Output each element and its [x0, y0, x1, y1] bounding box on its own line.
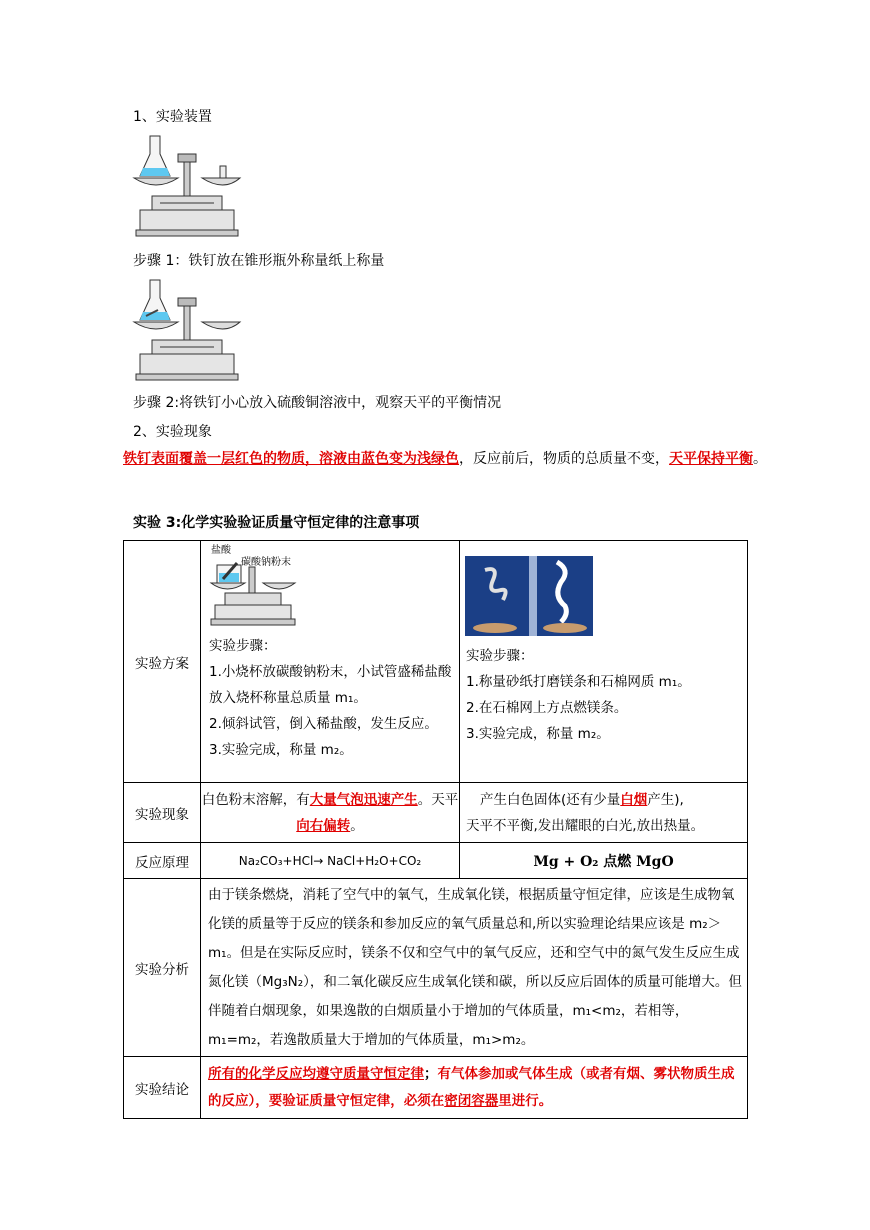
phenomenon-paragraph	[123, 446, 806, 473]
conclusion-sep: ；	[424, 1065, 438, 1082]
step1-text: 步骤 1：铁钉放在锥形瓶外称量纸上称量	[133, 253, 385, 269]
left-phenomenon-red: 大量气泡迅速产生	[309, 791, 418, 808]
phenomenon-normal: ，反应前后，物质的总质量不变，	[459, 451, 669, 467]
right-plan-cell	[460, 541, 748, 783]
magnesium-burning-photo	[465, 556, 593, 636]
section1-heading: 1、实验装置	[133, 109, 212, 125]
left-phenomenon-text-a: 白色粉末溶解，有	[201, 791, 310, 808]
left-phenomenon-cell	[201, 783, 460, 843]
left-phenomenon-text-c: 。	[350, 817, 364, 834]
conclusion-red-2: 有气体参加或气体生成（或者有烟、雾状物质生成的反应），要验证质量守恒定律，必须在	[208, 1065, 735, 1109]
row-phenomenon	[124, 783, 748, 843]
exp3-title: 实验 3:化学实验验证质量守恒定律的注意事项	[133, 515, 420, 531]
label-acid: 盐酸	[211, 545, 231, 556]
right-principle-cell: Mg + O₂ 点燃 MgO	[460, 843, 748, 879]
phenomenon-end: 。	[753, 451, 767, 467]
row-plan	[124, 541, 748, 783]
left-principle-cell: Na₂CO₃+HCl→ NaCl+H₂O+CO₂	[201, 843, 460, 879]
left-phenomenon-red-2: 向右偏转	[296, 817, 351, 834]
left-step-2: 2.倾斜试管，倒入稀盐酸，发生反应。	[209, 716, 438, 732]
row-conclusion	[124, 1057, 748, 1119]
left-step-3: 3.实验完成，称量 m₂。	[209, 742, 353, 758]
row-analysis-label: 实验分析	[124, 879, 201, 1057]
conclusion-cell	[201, 1057, 748, 1119]
row-plan-label: 实验方案	[124, 541, 201, 783]
conclusion-red-1: 所有的化学反应均遵守质量守恒定律	[208, 1065, 424, 1082]
right-step-3: 3.实验完成，称量 m₂。	[466, 726, 610, 742]
row-analysis	[124, 879, 748, 1057]
left-step-1: 1.小烧杯放碳酸钠粉末，小试管盛稀盐酸放入烧杯称量总质量 m₁。	[209, 664, 452, 706]
step2-text: 步骤 2:将铁钉小心放入硫酸铜溶液中，观察天平的平衡情况	[133, 395, 502, 411]
right-phenomenon-text-b: 产生),	[647, 791, 684, 808]
row-principle	[124, 843, 748, 879]
section2-heading: 2、实验现象	[133, 424, 212, 440]
conclusion-red-4: 里进行。	[498, 1092, 553, 1109]
analysis-cell: 由于镁条燃烧，消耗了空气中的氧气，生成氧化镁，根据质量守恒定律，应该是生成物氧化镁的质量等于反应的镁条和参加反应的氧气质量总和,所以实验理论结果应该是 m₂＞m₁。但是在实际反应时，镁条不仅和空气中的氧气反应，还和空气中的氮气发生反应生成氮化镁（Mg₃N₂），和二氧化碳反应生成氧化镁和碳，所以反应后固体的质量可能增大。但伴随着白烟现象，如果逸散的白烟质量小于增加的气体质量，m₁<m₂，若相等，m₁=m₂，若逸散质量大于增加的气体质量，m₁>m₂。	[201, 879, 748, 1057]
balance-apparatus-figure-1	[132, 132, 242, 238]
conclusion-red-3: 密闭容器	[444, 1092, 499, 1109]
right-step-1: 1.称量砂纸打磨镁条和石棉网质 m₁。	[466, 674, 691, 690]
label-powder: 碳酸钠粉末	[241, 557, 291, 568]
left-steps-title: 实验步骤：	[209, 638, 277, 654]
left-plan-cell	[201, 541, 460, 783]
phenomenon-red-2: 天平保持平衡	[669, 451, 753, 467]
right-steps-title: 实验步骤：	[466, 648, 534, 664]
right-phenomenon-red: 白烟	[620, 791, 648, 808]
row-principle-label: 反应原理	[124, 843, 201, 879]
row-phenomenon-label: 实验现象	[124, 783, 201, 843]
experiment-table	[123, 540, 748, 1119]
right-phenomenon-line2: 天平不平衡,发出耀眼的白光,放出热量。	[466, 817, 705, 834]
phenomenon-red-1: 铁钉表面覆盖一层红色的物质，溶液由蓝色变为浅绿色	[123, 451, 459, 467]
right-step-2: 2.在石棉网上方点燃镁条。	[466, 700, 628, 716]
right-phenomenon-cell	[460, 783, 748, 843]
balance-apparatus-figure-2	[132, 276, 242, 382]
left-phenomenon-text-b: 。天平	[417, 791, 459, 808]
right-phenomenon-text-a: 产生白色固体(还有少量	[480, 791, 621, 808]
row-conclusion-label: 实验结论	[124, 1057, 201, 1119]
